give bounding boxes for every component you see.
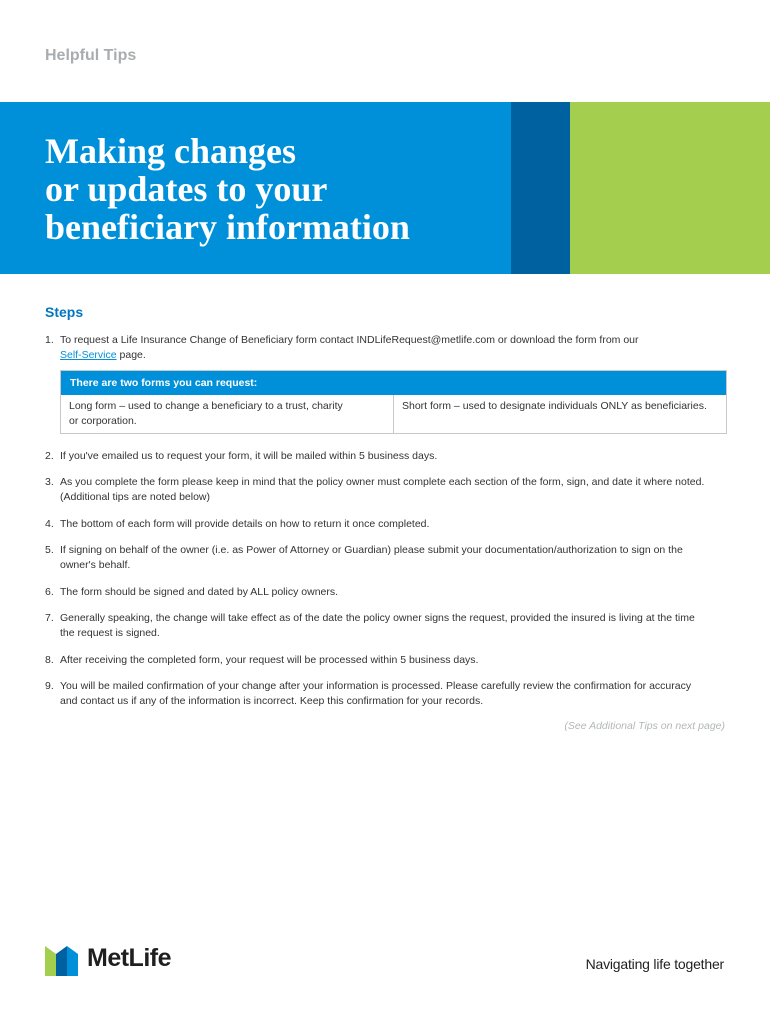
helpful-tips-label: Helpful Tips <box>45 47 137 64</box>
step-text <box>60 517 735 532</box>
step-number: 1. <box>45 334 54 346</box>
page-title <box>45 132 410 246</box>
title-banner <box>0 102 770 274</box>
step-number: 8. <box>45 654 54 666</box>
metlife-logo-icon <box>45 942 79 976</box>
forms-table-header: There are two forms you can request: <box>61 371 726 395</box>
step-number: 6. <box>45 586 54 598</box>
page-title-line: or updates to your <box>45 169 328 209</box>
step-text-line: As you complete the form please keep in mind that the policy owner must complete each section of the form, sign, and date it where noted. <box>60 476 705 488</box>
step-text-line: owner's behalf. <box>60 559 131 571</box>
steps-heading: Steps <box>45 304 84 320</box>
step-number: 4. <box>45 518 54 530</box>
step-text <box>60 333 735 363</box>
banner-dark-blue-stripe <box>511 102 570 274</box>
step-text <box>60 679 735 709</box>
step-text-line: Generally speaking, the change will take effect as of the date the policy owner signs the request, provided the insured is living at the time <box>60 612 695 624</box>
page-title-line: Making changes <box>45 131 297 171</box>
step-text <box>60 653 735 668</box>
step-text-line: The bottom of each form will provide details on how to return it once completed. <box>60 518 430 530</box>
step-text <box>60 449 735 464</box>
banner-green-panel <box>570 102 770 274</box>
step-text-line: You will be mailed confirmation of your change after your information is processed. Please carefully review the confirmation for accuracy <box>60 680 692 692</box>
step-text <box>60 611 735 641</box>
step-number: 3. <box>45 476 54 488</box>
step-text-line: If you've emailed us to request your form, it will be mailed within 5 business days. <box>60 450 438 462</box>
step-text-line: After receiving the completed form, your request will be processed within 5 business days. <box>60 654 479 666</box>
step-text-line: the request is signed. <box>60 627 160 639</box>
forms-table <box>60 370 727 434</box>
step-text-line <box>60 348 735 363</box>
step-text <box>60 585 735 600</box>
long-form-text: Long form – used to change a beneficiary to a trust, charity <box>69 400 343 412</box>
step-text-line: If signing on behalf of the owner (i.e. as Power of Attorney or Guardian) please submit your documentation/authorization to sign on the <box>60 544 683 556</box>
long-form-text: or corporation. <box>69 415 137 427</box>
long-form-cell <box>61 395 394 433</box>
step-text <box>60 475 735 505</box>
step-text-line: To request a Life Insurance Change of Beneficiary form contact INDLifeRequest@metlife.com or download the form from our <box>60 334 639 346</box>
short-form-text: Short form – used to designate individuals ONLY as beneficiaries. <box>402 400 707 412</box>
step-number: 2. <box>45 450 54 462</box>
page-title-line: beneficiary information <box>45 207 410 247</box>
step-text-line: (Additional tips are noted below) <box>60 491 211 503</box>
self-service-link[interactable]: Self-Service <box>60 349 117 361</box>
step-number: 5. <box>45 544 54 556</box>
step-text-suffix: page. <box>116 349 146 361</box>
step-number: 7. <box>45 612 54 624</box>
tagline: Navigating life together <box>585 956 724 972</box>
step-number: 9. <box>45 680 54 692</box>
step-text <box>60 543 735 573</box>
short-form-cell <box>394 395 726 433</box>
see-next-page-note: (See Additional Tips on next page) <box>564 720 725 732</box>
step-text-line: The form should be signed and dated by ALL policy owners. <box>60 586 339 598</box>
metlife-logo-text: MetLife <box>87 944 171 972</box>
step-text-line: and contact us if any of the information is incorrect. Keep this confirmation for your records. <box>60 695 484 707</box>
